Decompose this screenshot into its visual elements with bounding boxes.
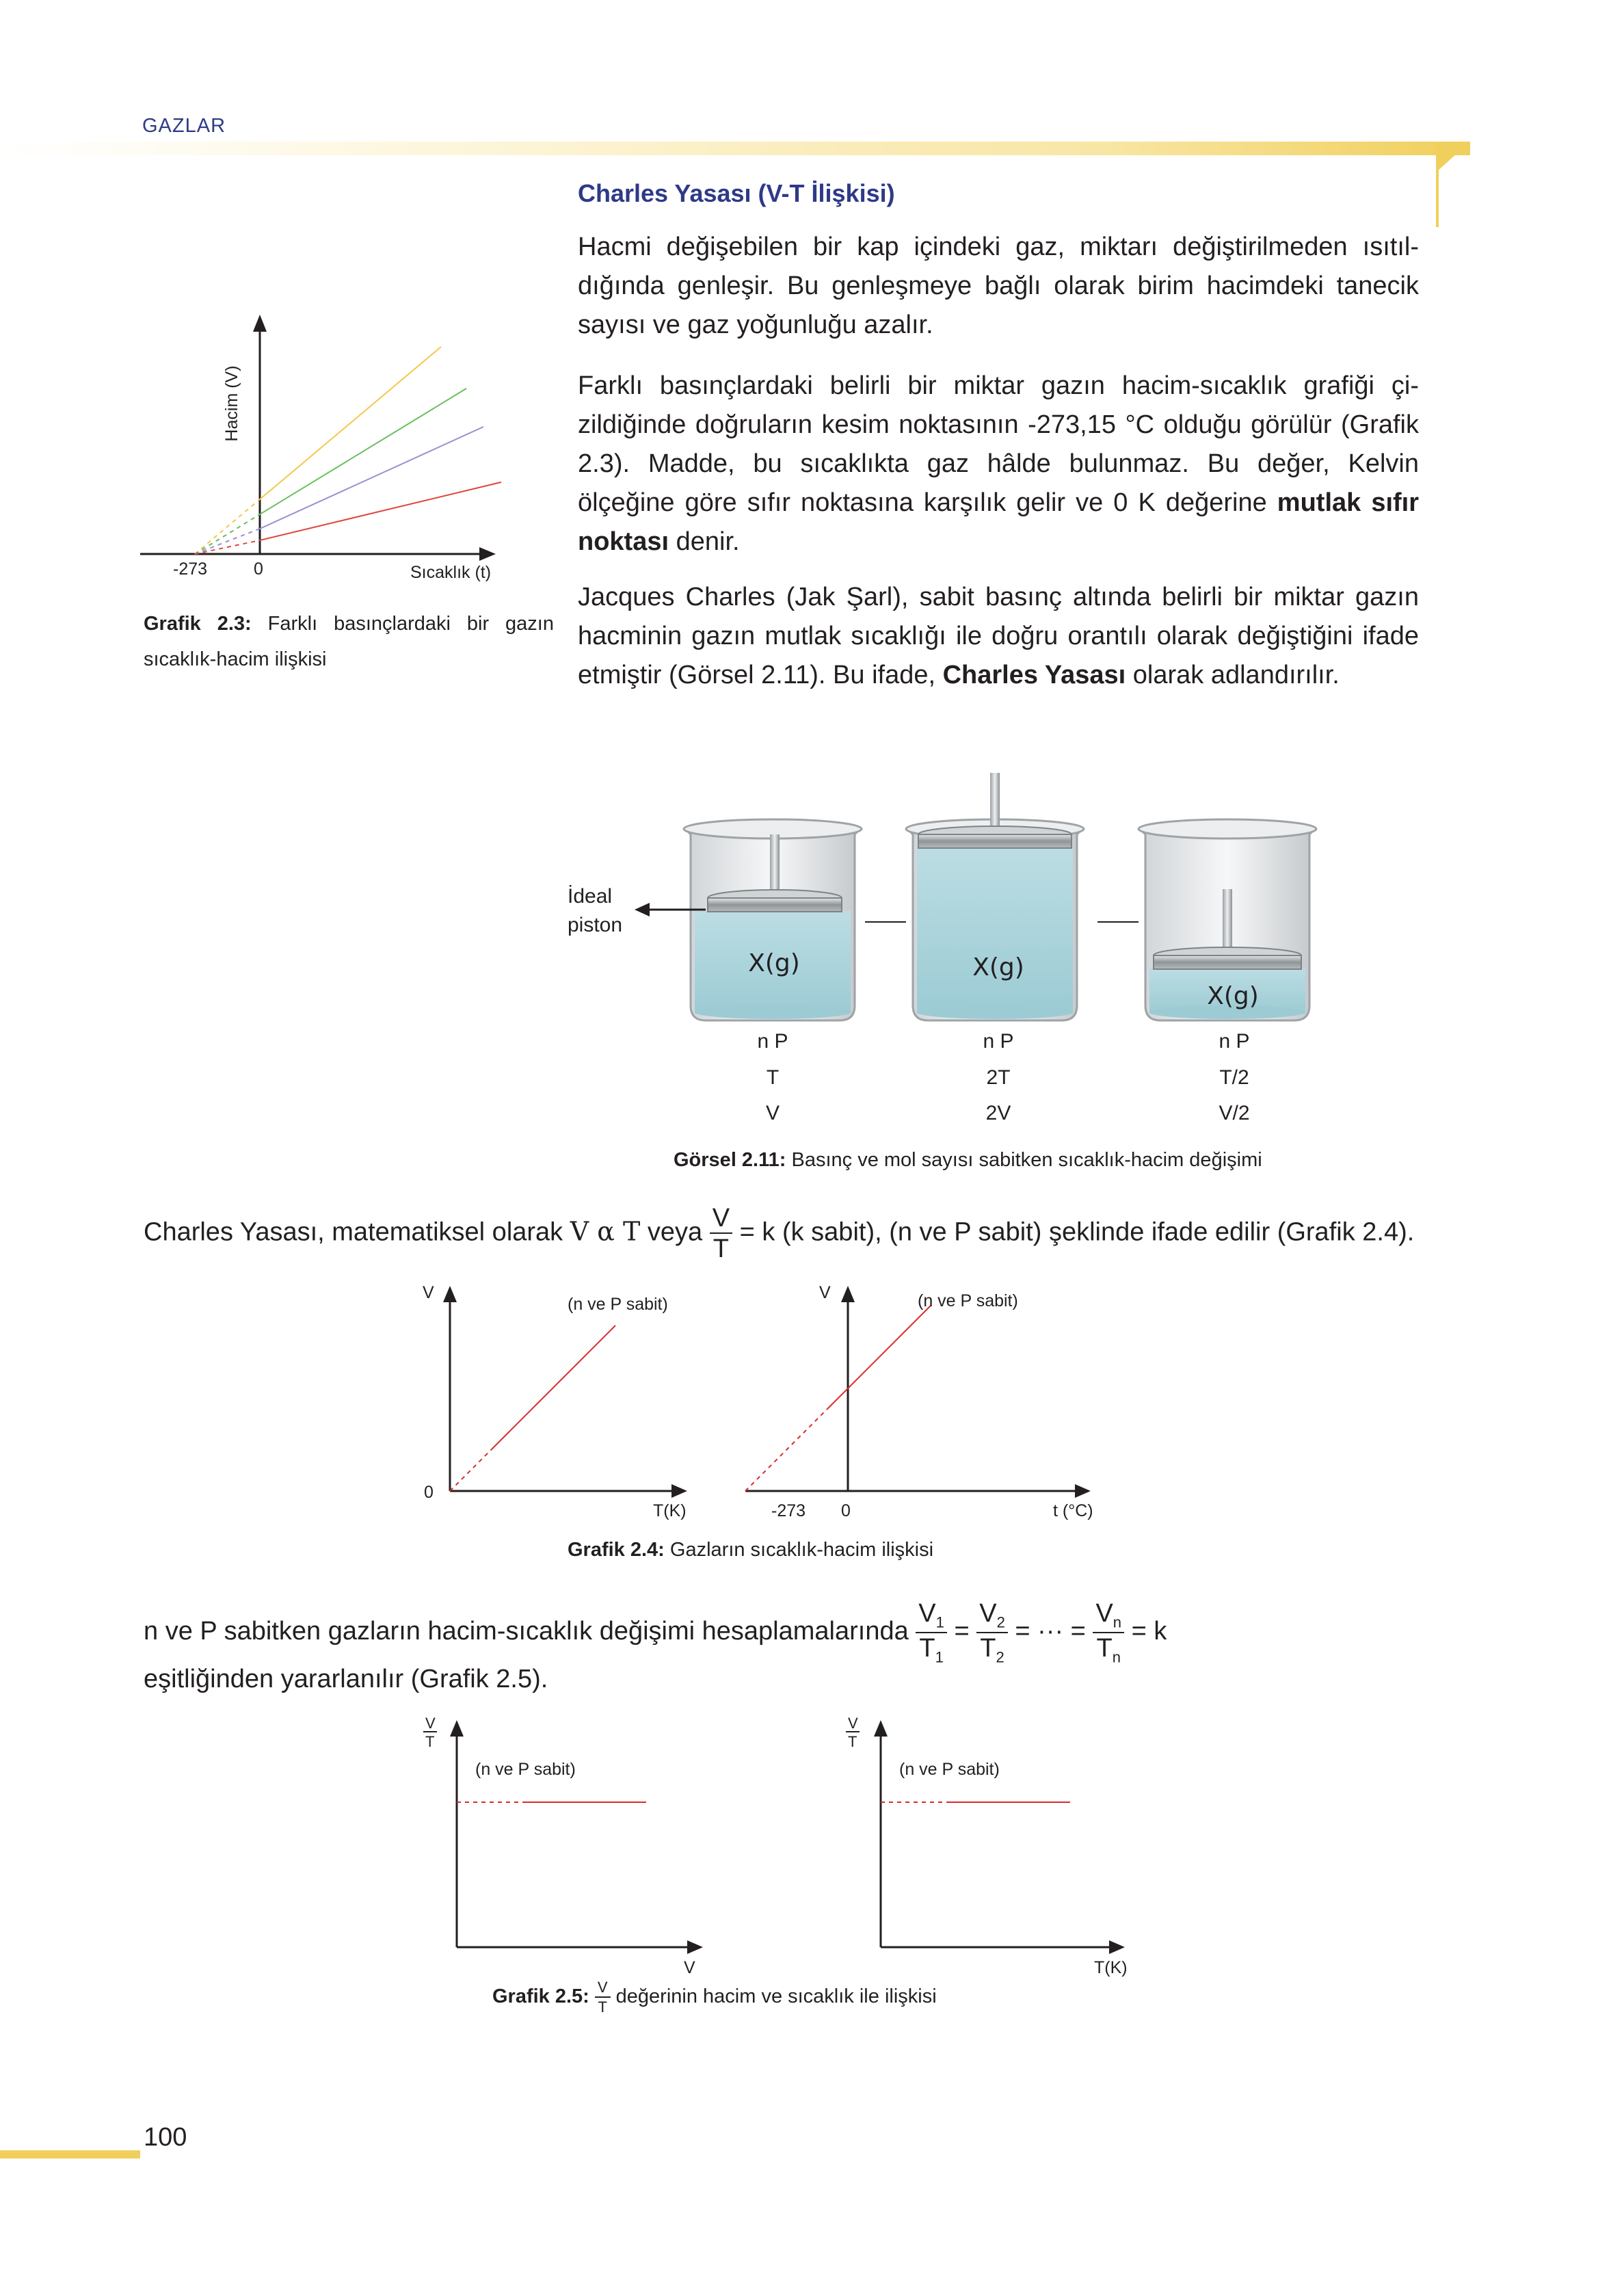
graph-2-5-left-y-arrow	[450, 1720, 464, 1737]
formula-line-1	[144, 1205, 1414, 1262]
piston-2	[918, 834, 1071, 848]
container-1-label-1: n P	[757, 1030, 788, 1053]
graph-2-5-right-xlabel: T(K)	[1094, 1958, 1128, 1977]
paragraph-3-bold: Charles Yasası	[942, 661, 1126, 689]
graph-2-4-left-ylabel: V	[423, 1283, 434, 1302]
figure-2-11-caption-text: Basınç ve mol sayısı sabitken sıcaklık-hacim değişimi	[786, 1149, 1262, 1171]
frac-2-den-sub: 2	[996, 1648, 1004, 1666]
frac-1-num-sub: 1	[935, 1613, 944, 1631]
y-axis-arrow	[253, 315, 267, 332]
graph-2-4-right-tick-neg: -273	[771, 1501, 806, 1520]
graph-2-3-tick-zero: 0	[254, 559, 263, 579]
formula-2-end: = k	[1131, 1617, 1167, 1646]
formula-2-frac-1	[916, 1600, 947, 1665]
container-2	[906, 773, 1084, 1020]
right-dashed-line	[745, 1409, 827, 1491]
graph-2-4-right-tick-zero: 0	[841, 1501, 851, 1520]
paragraph-3-start: Jacques Charles (Jak Şarl), sabit basınç altında belirli bir miktar gazın hacminin gazın mutlak sıcaklığı ile doğru orantılı olarak değiştiğini ifade etmiştir (Görsel 2.11). Bu ifade,	[578, 583, 1419, 689]
container-1-label-3: V	[765, 1102, 780, 1124]
paragraph-2-bold: mutlak sıfır noktası	[578, 488, 1420, 556]
piston-rod-1	[770, 834, 780, 897]
formula-1-before: Charles Yasası, matematiksel olarak	[144, 1217, 570, 1247]
formula-2-line2: eşitliğinden yararlanılır (Grafik 2.5).	[144, 1665, 548, 1693]
figure-2-11	[561, 773, 1368, 1156]
left-data-line	[491, 1325, 615, 1450]
graph-2-3-xlabel: Sıcaklık (t)	[410, 563, 492, 582]
graph-2-5-left-ylabel-num: V	[425, 1715, 436, 1732]
frac-1-den: T	[919, 1633, 935, 1663]
left-y-arrow	[443, 1286, 457, 1302]
piston-rod-2	[990, 773, 1000, 834]
piston-rod-3	[1223, 889, 1232, 956]
paragraph-2-text: Farklı basınçlardaki belirli bir miktar gazın hacim-sıcaklık grafiği çizildiğinde doğruların kesim noktasının -273,15 °C olduğu görülür (Grafik 2.3). Madde, bu sıcaklıkta gaz hâlde bulunmaz. Bu değer, Kelvin ölçeğine göre sıfır noktasına karşılık gelir ve 0 K değerine	[578, 371, 1419, 517]
graph-2-5-right-x-arrow	[1109, 1940, 1125, 1954]
container-3-label-2: T/2	[1219, 1066, 1249, 1089]
gas-label-3: X(g)	[1207, 982, 1259, 1010]
graph-2-4-right-note: (n ve P sabit)	[918, 1291, 1018, 1310]
container-2-label-2: 2T	[986, 1066, 1011, 1089]
paragraph-3-end: olarak adlandırılır.	[1126, 661, 1340, 689]
graph-2-4	[410, 1272, 1135, 1532]
graph-2-5-caption-frac	[595, 1980, 611, 2015]
gas-region-2	[917, 847, 1073, 1014]
graph-2-5-left-note: (n ve P sabit)	[475, 1760, 576, 1779]
piston-label-line1: İdeal	[568, 885, 613, 908]
frac-n-den-sub: n	[1112, 1648, 1121, 1666]
right-y-arrow	[841, 1286, 855, 1302]
gas-label-2: X(g)	[972, 953, 1024, 981]
section-title: Charles Yasası (V-T İlişkisi)	[578, 179, 895, 207]
container-3-label-1: n P	[1219, 1030, 1250, 1053]
header-bar	[0, 142, 1470, 155]
graph-2-4-left-xlabel: T(K)	[653, 1501, 687, 1520]
graph-2-3-tick-neg: -273	[173, 559, 208, 579]
paragraph-2-tail: denir.	[669, 527, 740, 556]
formula-1-num: V	[710, 1205, 732, 1234]
frac-n-den: T	[1096, 1633, 1113, 1663]
formula-1-math: V α T	[570, 1216, 641, 1247]
graph-2-5	[403, 1706, 1142, 1980]
piston-3	[1154, 955, 1301, 969]
frac-2-num: V	[979, 1599, 997, 1628]
figure-2-11-caption-bold: Görsel 2.11:	[674, 1149, 786, 1171]
formula-line-2	[144, 1600, 1167, 1665]
graph-2-4-left-note: (n ve P sabit)	[568, 1295, 668, 1314]
formula-1-veya: veya	[640, 1217, 710, 1247]
chapter-title: GAZLAR	[142, 115, 226, 137]
graph-2-3	[133, 301, 516, 588]
piston-label-arrowhead	[635, 903, 650, 916]
formula-2-dots: = ··· =	[1015, 1617, 1086, 1646]
formula-2-eq: =	[954, 1617, 970, 1646]
graph-2-5-right-note: (n ve P sabit)	[899, 1760, 1000, 1779]
header-corner-decoration	[1436, 142, 1470, 230]
graph-2-5-right-ylabel-den: T	[848, 1733, 857, 1750]
x-axis-arrow	[479, 547, 496, 561]
piston-1	[708, 898, 842, 912]
figure-2-11-caption	[674, 1149, 1262, 1172]
series-line-1	[260, 347, 441, 499]
page-number: 100	[144, 2123, 187, 2152]
frac-1-num: V	[918, 1599, 936, 1628]
paragraph-1: Hacmi değişebilen bir kap içindeki gaz, miktarı değiştirilmeden ısıtıldığında genleşir. Bu genleşmeye bağlı olarak birim hacimdeki tanecik sayısı ve gaz yoğunluğu azalır.	[578, 233, 1419, 339]
container-1	[684, 819, 862, 1020]
graph-2-4-right-ylabel: V	[819, 1283, 831, 1302]
graph-2-5-right-y-arrow	[874, 1720, 888, 1737]
graph-2-4-right-xlabel: t (°C)	[1053, 1501, 1093, 1520]
graph-2-5-left-ylabel-den: T	[425, 1733, 435, 1750]
frac-n-num: V	[1095, 1599, 1113, 1628]
graph-2-4-caption-text: Gazların sıcaklık-hacim ilişkisi	[664, 1539, 934, 1561]
left-dashed-line	[450, 1450, 491, 1491]
formula-1-after: = k (k sabit), (n ve P sabit) şeklinde ifade edilir (Grafik 2.4).	[739, 1217, 1415, 1247]
graph-2-4-caption	[568, 1539, 933, 1561]
frac-2-num-sub: 2	[996, 1613, 1005, 1631]
formula-2-before: n ve P sabitken gazların hacim-sıcaklık değişimi hesaplamalarında	[144, 1617, 916, 1646]
gas-label-1: X(g)	[748, 949, 800, 977]
formula-2-frac-2	[976, 1600, 1008, 1665]
frac-1-den-sub: 1	[935, 1648, 944, 1666]
formula-1-fraction	[710, 1205, 732, 1262]
graph-2-5-left-xlabel: V	[684, 1958, 695, 1977]
paragraph-3	[578, 578, 1419, 695]
graph-2-3-caption-text: Farklı basınçlardaki bir gazın sıcaklık-hacim ilişkisi	[144, 613, 554, 670]
paragraph-2	[578, 367, 1419, 562]
series-line-4	[260, 482, 501, 540]
graph-2-3-ylabel: Hacim (V)	[222, 365, 241, 442]
graph-2-3-caption	[144, 606, 554, 677]
container-3-label-3: V/2	[1219, 1102, 1250, 1124]
footer-bar	[0, 2150, 140, 2159]
frac-n-num-sub: n	[1113, 1613, 1122, 1631]
container-1-label-2: T	[766, 1066, 780, 1089]
graph-2-5-caption-num: V	[595, 1980, 611, 1998]
graph-2-5-caption-bold: Grafik 2.5:	[492, 1985, 589, 2008]
graph-2-5-caption-den: T	[598, 1998, 607, 2016]
graph-2-5-caption	[492, 1980, 937, 2015]
formula-1-den: T	[713, 1235, 730, 1263]
graph-2-5-right-ylabel-num: V	[848, 1715, 858, 1732]
right-data-line	[827, 1305, 931, 1409]
frac-2-den: T	[980, 1633, 996, 1663]
graph-2-5-left-x-arrow	[687, 1940, 703, 1954]
container-2-label-1: n P	[983, 1030, 1014, 1053]
series-line-2	[260, 388, 466, 514]
piston-label-line2: piston	[568, 914, 623, 936]
graph-2-4-caption-bold: Grafik 2.4:	[568, 1539, 665, 1561]
graph-2-3-caption-bold: Grafik 2.3:	[144, 613, 252, 635]
left-x-arrow	[671, 1484, 687, 1498]
container-2-label-3: 2V	[985, 1102, 1011, 1124]
right-x-arrow	[1075, 1484, 1091, 1498]
formula-2-frac-n	[1093, 1600, 1124, 1665]
graph-2-5-caption-text: değerinin hacim ve sıcaklık ile ilişkisi	[615, 1985, 937, 2008]
graph-2-4-left-origin: 0	[424, 1483, 434, 1502]
